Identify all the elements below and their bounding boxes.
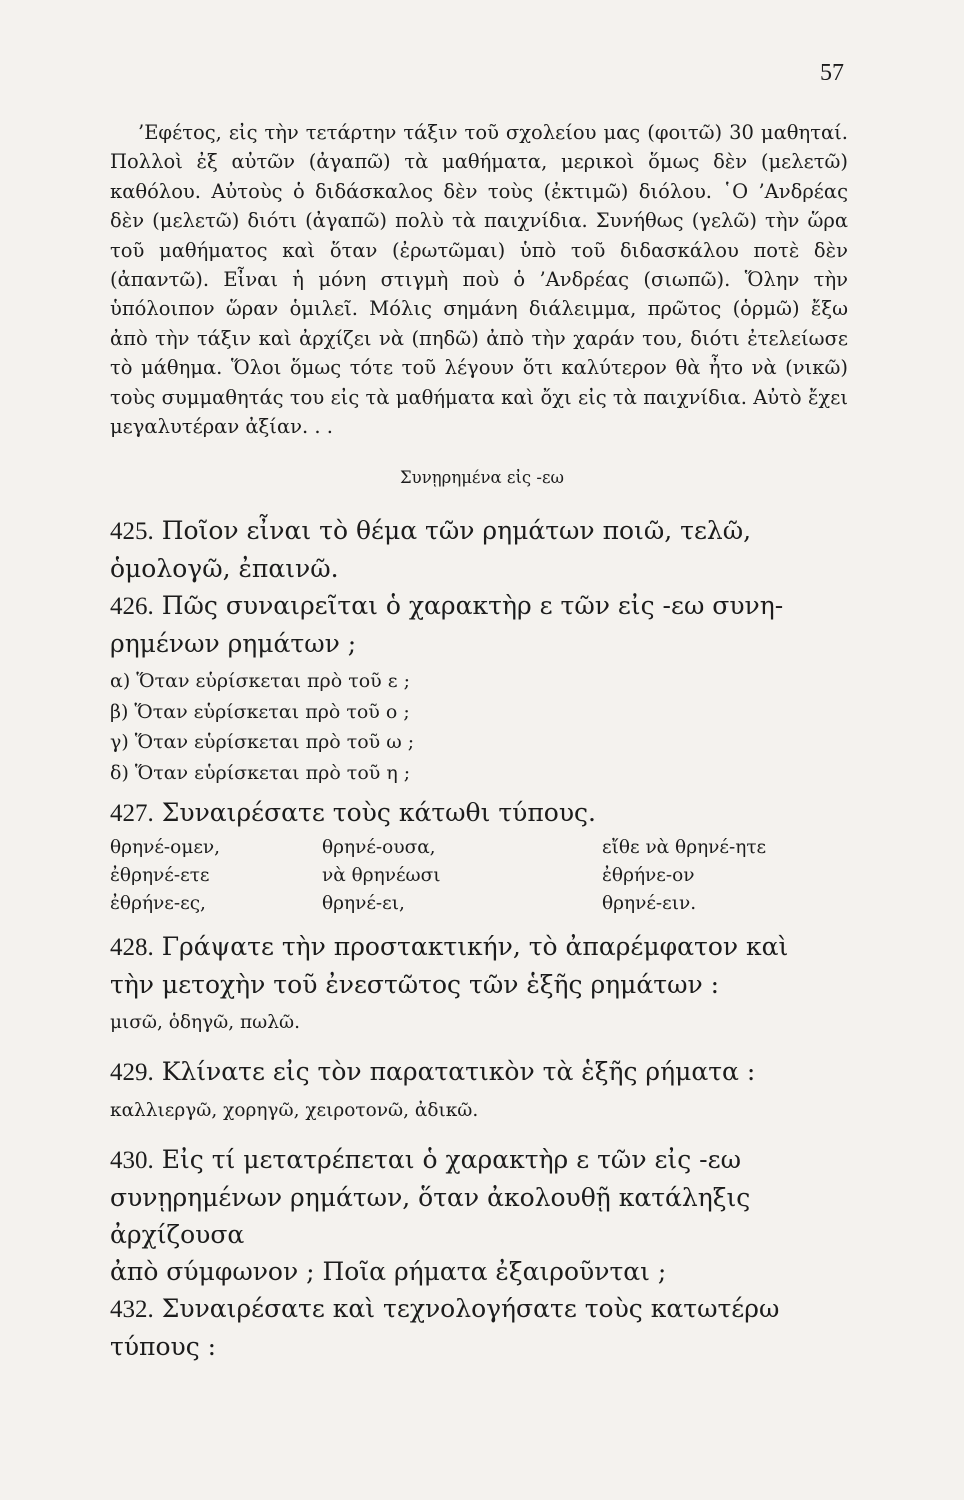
passage-text: ’Εφέτος, εἰς τὴν τετάρτην τάξιν τοῦ σχολείου μας (φοιτῶ) 30 μαθηταί. Πολλοὶ ἐξ αὐτῶν (ἀγαπῶ) τὰ μαθήματα, μερικοὶ ὅμως δὲν (μελετῶ) καθόλου. Αὐτοὺς ὁ διδάσκαλος δὲν τοὺς (ἐκτιμῶ) διόλου. ῾Ο ’Ανδρέας δὲν (μελετῶ) διότι (ἀγαπῶ) πολὺ τὰ παιχνίδια. Συνήθως (γελῶ) τὴν ὥρα τοῦ μαθήματος καὶ ὅταν (ἐρωτῶμαι) ὑπὸ τοῦ διδασκάλου ποτὲ δὲν (ἀπαντῶ). Εἶναι ἡ μόνη στιγμὴ ποὺ ὁ ’Ανδρέας (σιωπῶ). Ὅλην τὴν ὑπόλοιπον ὥραν ὁμιλεῖ. Μόλις σημάνη διάλειμμα, πρῶτος (ὁρμῶ) ἔξω ἀπὸ τὴν τάξιν καὶ ἀρχίζει νὰ (πηδῶ) ἀπὸ τὴν χαράν του, διότι ἐτελείωσε τὸ μάθημα. Ὅλοι ὅμως τότε τοῦ λέγουν ὅτι καλύτερον θὰ ἦτο νὰ (νικῶ) τοὺς συμμαθητάς του εἰς τὰ μαθήματα καὶ ὄχι εἰς τὰ παιχνίδια. Αὐτὸ ἔχει μεγαλυτέραν ἀξίαν. . . [110,121,848,439]
exercise-number: 429. [110,1059,154,1086]
exercise-number: 425. [110,518,154,545]
verb-form: θρηνέ-ουσα, [322,837,436,858]
exercise-text-line: Εἰς τί μετατρέπεται ὁ χαρακτὴρ ε τῶν εἰς -εω [161,1145,741,1174]
option-item: α) Ὅταν εὑρίσκεται πρὸ τοῦ ε ; [110,670,411,692]
verb-form: ἐθρήνε-ον [602,865,695,886]
verb-form: ἐθρήνε-ες, [110,893,206,914]
option-item: γ) Ὅταν εὑρίσκεται πρὸ τοῦ ω ; [110,731,415,753]
exercise-number: 430. [110,1147,154,1174]
exercise-number: 428. [110,934,154,961]
word-list: καλλιεργῶ, χορηγῶ, χειροτονῶ, ἀδικῶ. [110,1100,479,1121]
exercise-429 [110,1053,855,1091]
exercise-number: 427. [110,800,154,827]
verb-form: θρηνέ-ομεν, [110,837,221,858]
exercise-passage [110,118,848,441]
section-heading: Συνῃρημένα εἰς -εω [400,468,564,487]
verb-form: νὰ θρηνέωσι [322,865,441,886]
verb-form: εἴθε νὰ θρηνέ-ητε [602,837,767,858]
exercise-number: 426. [110,593,154,620]
exercise-text-line: τύπους : [110,1332,217,1361]
word-list: μισῶ, ὁδηγῶ, πωλῶ. [110,1012,300,1033]
option-item: δ) Ὅταν εὑρίσκεται πρὸ τοῦ η ; [110,761,411,784]
exercise-425 [110,512,855,587]
exercise-text: Ποῖον εἶναι τὸ θέμα τῶν ρημάτων ποιῶ, τελῶ, ὁμολογῶ, ἐπαινῶ. [110,516,752,583]
exercise-list [110,512,855,1365]
exercise-426 [110,587,855,788]
verb-forms-grid [110,834,855,918]
option-list [110,666,855,788]
exercise-text-line: Γράψατε τὴν προστακτικήν, τὸ ἀπαρέμφατον καὶ [161,932,789,961]
exercise-text-line: τὴν μετοχὴν τοῦ ἐνεστῶτος τῶν ἑξῆς ρημάτων : [110,970,720,999]
page-number: 57 [820,60,844,86]
verb-form: θρηνέ-ειν. [602,893,697,914]
exercise-text-line: ἀπὸ σύμφωνον ; Ποῖα ρήματα ἐξαιροῦνται ; [110,1257,667,1286]
exercise-text: Συναιρέσατε τοὺς κάτωθι τύπους. [161,798,596,827]
exercise-428 [110,928,855,1003]
exercise-427 [110,794,855,832]
verb-form: ἐθρηνέ-ετε [110,865,210,886]
exercise-432 [110,1290,855,1365]
exercise-number: 432. [110,1296,154,1323]
exercise-text-line: ρημένων ρημάτων ; [110,629,357,658]
exercise-text: Κλίνατε εἰς τὸν παρατατικὸν τὰ ἑξῆς ρήματα : [161,1057,756,1086]
exercise-text-line: Συναιρέσατε καὶ τεχνολογήσατε τοὺς κατωτέρω [161,1294,780,1323]
verb-form: θρηνέ-ει, [322,893,405,914]
option-item: β) Ὅταν εὑρίσκεται πρὸ τοῦ ο ; [110,700,410,723]
exercise-text-line: Πῶς συναιρεῖται ὁ χαρακτὴρ ε τῶν εἰς -εω συνη- [161,591,784,620]
exercise-text-line: συνῃρημένων ρημάτων, ὅταν ἀκολουθῇ κατάληξις ἀρχίζουσα [110,1183,751,1249]
exercise-430 [110,1141,855,1290]
